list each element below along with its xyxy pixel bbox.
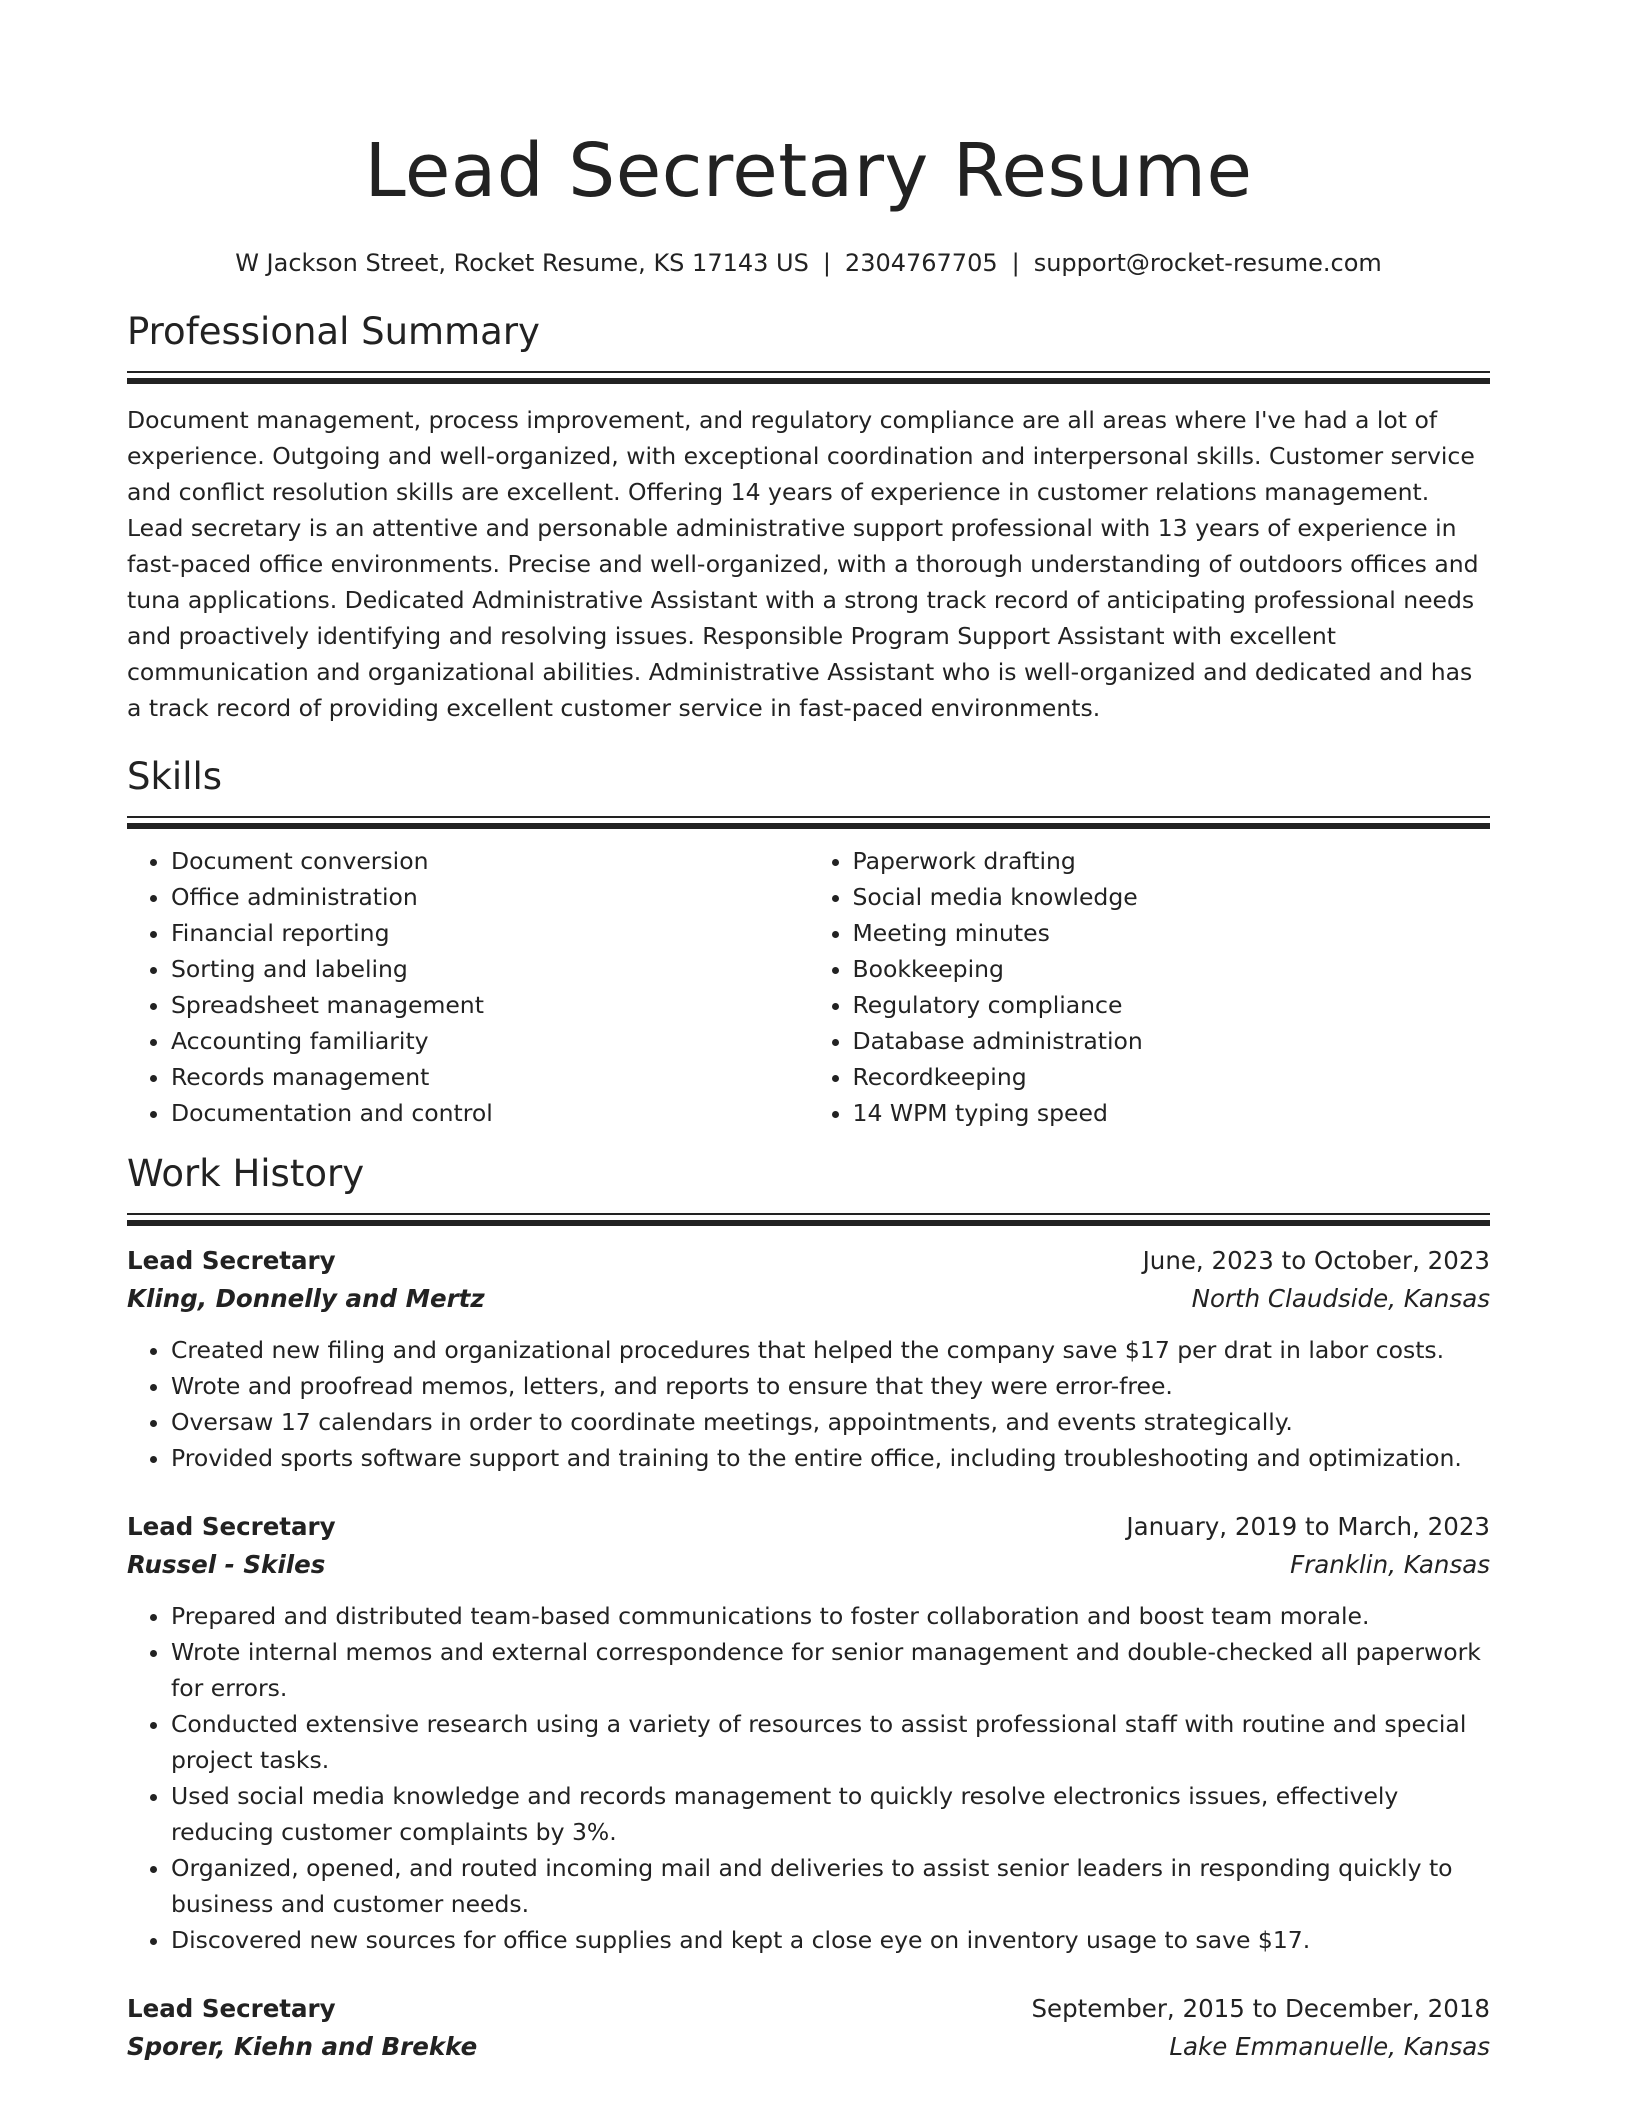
skill-item: • Paperwork drafting <box>853 843 1491 879</box>
skill-item: • Bookkeeping <box>853 951 1491 987</box>
resume-page <box>127 0 1490 2066</box>
work-history-heading: Work History <box>127 1152 365 1195</box>
job-company: Sporer, Kiehn and Brekke <box>127 2032 478 2061</box>
skill-item: • Sorting and labeling <box>171 951 809 987</box>
job-bullet: • Provided sports software support and training to the entire office, including troubleshooting and optimization. <box>171 1440 1490 1476</box>
job-title: Lead Secretary <box>127 1246 336 1275</box>
job-bullet: • Organized, opened, and routed incoming mail and deliveries to assist senior leaders in responding quickly to business and customer needs. <box>171 1850 1490 1922</box>
skills-columns <box>127 843 1490 1131</box>
job-bullet: • Discovered new sources for office supplies and kept a close eye on inventory usage to save $17. <box>171 1922 1490 1958</box>
skill-item: • Recordkeeping <box>853 1059 1491 1095</box>
skill-item: • Financial reporting <box>171 915 809 951</box>
resume-title: Lead Secretary Resume <box>364 128 1253 214</box>
job-title: Lead Secretary <box>127 1994 336 2023</box>
job-company: Kling, Donnelly and Mertz <box>127 1284 485 1313</box>
job-bullet: • Created new filing and organizational procedures that helped the company save $17 per drat in labor costs. <box>171 1332 1490 1368</box>
contact-line <box>127 246 1490 280</box>
work-history-section <box>127 1149 1490 2066</box>
job-dates: September, 2015 to December, 2018 <box>1031 1994 1490 2023</box>
job-bullet: • Wrote and proofread memos, letters, and reports to ensure that they were error-free. <box>171 1368 1490 1404</box>
skill-item: • Spreadsheet management <box>171 987 809 1023</box>
skill-item: • Records management <box>171 1059 809 1095</box>
job-title: Lead Secretary <box>127 1512 336 1541</box>
skill-item: • Accounting familiarity <box>171 1023 809 1059</box>
skill-item: • Social media knowledge <box>853 879 1491 915</box>
job-dates: January, 2019 to March, 2023 <box>1126 1512 1490 1541</box>
job-location: Lake Emmanuelle, Kansas <box>1169 2032 1490 2061</box>
job-company: Russel - Skiles <box>127 1550 326 1579</box>
skills-heading: Skills <box>127 755 223 798</box>
skill-item: • Document conversion <box>171 843 809 879</box>
skills-right-list <box>809 843 1491 1131</box>
skill-item: • Meeting minutes <box>853 915 1491 951</box>
skills-left-list <box>127 843 809 1131</box>
skills-section <box>127 752 1490 1131</box>
job-location: North Claudside, Kansas <box>1191 1284 1490 1313</box>
skill-item: • Database administration <box>853 1023 1491 1059</box>
job-bullet: • Prepared and distributed team-based communications to foster collaboration and boost team morale. <box>171 1598 1490 1634</box>
job-bullet: • Oversaw 17 calendars in order to coordinate meetings, appointments, and events strategically. <box>171 1404 1490 1440</box>
job-dates: June, 2023 to October, 2023 <box>1142 1246 1490 1275</box>
skill-item: • 14 WPM typing speed <box>853 1095 1491 1131</box>
contact-address: W Jackson Street, Rocket Resume, KS 17143 US <box>235 249 809 277</box>
job-entry <box>127 1508 1490 1958</box>
contact-email: support@rocket-resume.com <box>1033 249 1382 277</box>
summary-section <box>127 307 1490 726</box>
job-bullet: • Conducted extensive research using a variety of resources to assist professional staff with routine and special project tasks. <box>171 1706 1490 1778</box>
job-bullet: • Used social media knowledge and records management to quickly resolve electronics issues, effectively reducing customer complaints by 3%. <box>171 1778 1490 1850</box>
summary-text: Document management, process improvement, and regulatory compliance are all areas where I've had a lot of experience. Outgoing and well-organized, with exceptional coordination and interpersonal skills. Customer service and conflict resolution skills are excellent. Offering 14 years of experience in customer relations management. Lead secretary is an attentive and personable administrative support professional with 13 years of experience in fast-paced office environments. Precise and well-organized, with a thorough understanding of outdoors offices and tuna applications. Dedicated Administrative Assistant with a strong track record of anticipating professional needs and proactively identifying and resolving issues. Responsible Program Support Assistant with excellent communication and organizational abilities. Administrative Assistant who is well-organized and dedicated and has a track record of providing excellent customer service in fast-paced environments. <box>127 406 1479 722</box>
summary-heading: Professional Summary <box>127 310 540 353</box>
job-bullet: • Wrote internal memos and external correspondence for senior management and double-checked all paperwork for errors. <box>171 1634 1490 1706</box>
job-bullets <box>127 1332 1490 1476</box>
section-divider <box>127 1213 1490 1226</box>
contact-phone: 2304767705 <box>844 249 998 277</box>
job-entry <box>127 1242 1490 1476</box>
skill-item: • Documentation and control <box>171 1095 809 1131</box>
skill-item: • Regulatory compliance <box>853 987 1491 1023</box>
contact-separator: | <box>822 249 831 277</box>
job-location: Franklin, Kansas <box>1290 1550 1490 1579</box>
job-entry <box>127 1990 1490 2066</box>
contact-separator: | <box>1011 249 1020 277</box>
skill-item: • Office administration <box>171 879 809 915</box>
section-divider <box>127 816 1490 829</box>
section-divider <box>127 371 1490 384</box>
job-bullets <box>127 1598 1490 1958</box>
